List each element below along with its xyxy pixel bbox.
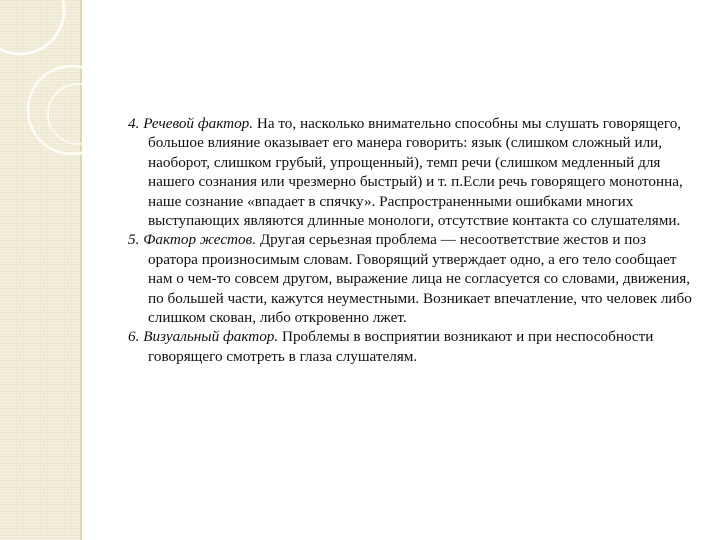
item-text: На то, насколько внимательно способны мы слушать говорящего, большое влияние оказывает его манера говорить: язык (слишком сложный или, наоборот, слишком грубый, упрощенный), темп речи (слишком медленный для нашего сознания или чрезмерно быстрый) и т. п.Если речь говорящего монотонна, наше сознание «впадает в спячку». Распространенными ошибками многих выступающих являются длинные монологи, отсутствие контакта со слушателями. (148, 115, 683, 230)
item-text: Другая серьезная проблема — несоответствие жестов и поз оратора произносимым словам. Говорящий утверждает одно, а его тело сообщает нам о чем-то совсем другом, выражение лица не согласуется со словами, движения, по большей части, кажутся неуместными. Возникает впечатление, что человек либо слишком скован, либо откровенно лжет. (148, 231, 692, 327)
item-text: Проблемы в восприятии возникают и при неспособности говорящего смотреть в глаза слушателям. (148, 328, 654, 365)
deco-circle-top (0, 0, 64, 54)
item-gesture-factor (128, 230, 696, 327)
text-content (128, 114, 696, 366)
item-speech-factor (128, 114, 696, 230)
deco-circle-inner (48, 84, 108, 144)
deco-circle-large (28, 66, 116, 154)
item-lead: 4. Речевой фактор. (128, 115, 254, 132)
item-lead: 6. Визуальный фактор. (128, 328, 279, 346)
item-lead: 5. Фактор жестов. (128, 231, 257, 249)
item-visual-factor (128, 327, 696, 366)
